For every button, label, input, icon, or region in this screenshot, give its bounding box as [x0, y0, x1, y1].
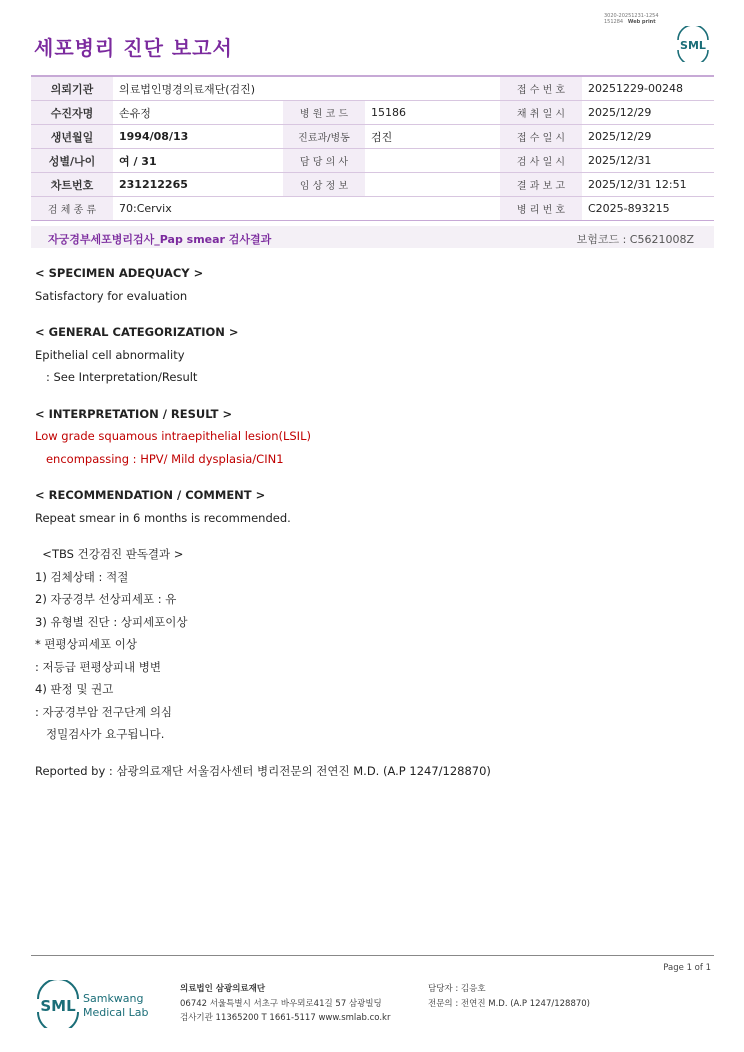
report-title: 세포병리 진단 보고서: [34, 36, 233, 60]
value-clinical-info: [365, 173, 500, 197]
recommendation-heading: < RECOMMENDATION / COMMENT >: [35, 488, 266, 502]
svg-text:SML: SML: [680, 39, 706, 52]
tbs-line: : 자궁경부암 전구단계 의심: [35, 704, 173, 719]
label-report-date: 결 과 보 고: [500, 173, 582, 197]
info-row: [31, 101, 714, 125]
tbs-line: 2) 자궁경부 선상피세포 : 유: [35, 592, 177, 606]
tbs-line: : 저등급 편평상피내 병변: [35, 659, 161, 674]
tbs-line: 3) 유형별 진단 : 상피세포이상: [35, 614, 188, 629]
svg-text:Medical Lab: Medical Lab: [83, 1006, 149, 1019]
value-test-date: 2025/12/31: [582, 149, 714, 173]
label-hospital-code: 병 원 코 드: [283, 101, 365, 125]
value-receipt-no: 20251229-00248: [582, 76, 714, 101]
sml-logo-icon: [675, 26, 711, 62]
footer-divider: [31, 955, 714, 956]
tbs-line: <TBS 건강검진 판독결과 >: [35, 547, 184, 561]
footer-specialist: 전문의 : 전연진 M.D. (A.P 1247/128870): [428, 998, 590, 1009]
samkwang-logo-icon: [35, 980, 155, 1028]
label-receipt-date: 접 수 일 시: [500, 125, 582, 149]
value-collection-date: 2025/12/29: [582, 101, 714, 125]
label-test-date: 검 사 일 시: [500, 149, 582, 173]
label-birthdate: 생년월일: [31, 125, 113, 149]
value-department: 검진: [365, 125, 500, 149]
value-physician: [365, 149, 500, 173]
label-patient-name: 수진자명: [31, 101, 113, 125]
general-categorization-text: Epithelial cell abnormality: [35, 347, 185, 362]
page-number: Page 1 of 1: [663, 963, 711, 973]
info-row: [31, 173, 714, 197]
label-specimen-type: 검 체 종 류: [31, 197, 113, 221]
label-chart-no: 차트번호: [31, 173, 113, 197]
recommendation-text: Repeat smear in 6 months is recommended.: [35, 510, 291, 525]
tbs-line: 4) 판정 및 권고: [35, 682, 114, 696]
value-chart-no: 231212265: [113, 173, 283, 197]
info-row: [31, 76, 714, 101]
info-row: [31, 125, 714, 149]
svg-text:Samkwang: Samkwang: [83, 992, 144, 1005]
footer-staff: [428, 982, 590, 1011]
footer-address: 06742 서울특별시 서초구 바우뫼로41길 57 삼광빌딩: [180, 998, 382, 1009]
print-id-line2: 151284: [604, 19, 624, 25]
tbs-line: 정밀검사가 요구됩니다.: [35, 727, 165, 741]
footer-organization: [180, 982, 390, 1026]
value-birthdate: 1994/08/13: [113, 125, 283, 149]
tbs-line: * 편평상피세포 이상: [35, 637, 137, 651]
interpretation-heading: < INTERPRETATION / RESULT >: [35, 406, 233, 421]
footer-contact: 검사기관 11365200 T 1661-5117 www.smlab.co.kr: [180, 1013, 391, 1023]
label-clinical-info: 임 상 정 보: [283, 173, 365, 197]
tbs-line: 1) 검체상태 : 적절: [35, 569, 129, 584]
value-sex-age: 여 / 31: [113, 149, 283, 173]
value-report-date: 2025/12/31 12:51: [582, 173, 714, 197]
footer-manager: 담당자 : 김응호: [428, 984, 486, 994]
web-print-label: Web print: [627, 19, 656, 25]
label-requester: 의뢰기관: [31, 76, 113, 101]
svg-text:SML: SML: [40, 997, 76, 1015]
info-row: [31, 197, 714, 221]
specimen-adequacy-heading: < SPECIMEN ADEQUACY >: [35, 266, 204, 280]
general-categorization-heading: < GENERAL CATEGORIZATION >: [35, 325, 239, 339]
footer-org-name: 의료법인 삼광의료재단: [180, 984, 266, 994]
patient-info-table: [31, 75, 714, 221]
specimen-adequacy-text: Satisfactory for evaluation: [35, 288, 188, 303]
label-collection-date: 채 취 일 시: [500, 101, 582, 125]
label-receipt-no: 접 수 번 호: [500, 76, 582, 101]
general-categorization-note: : See Interpretation/Result: [35, 370, 198, 384]
info-row: [31, 149, 714, 173]
value-pathology-no: C2025-893215: [582, 197, 714, 221]
value-hospital-code: 15186: [365, 101, 500, 125]
print-id-line1: 3020-20251231-1254: [604, 13, 659, 19]
interpretation-result: Low grade squamous intraepithelial lesion(LSIL): [35, 429, 311, 443]
report-body: [35, 262, 715, 782]
label-department: 진료과/병동: [283, 125, 365, 149]
value-receipt-date: 2025/12/29: [582, 125, 714, 149]
insurance-code: 보험코드 : C5621008Z: [576, 233, 694, 246]
value-patient-name: 손유정: [113, 101, 283, 125]
reported-by: Reported by : 삼광의료재단 서울검사센터 병리전문의 전연진 M.D. (A.P 1247/128870): [35, 763, 491, 778]
label-sex-age: 성별/나이: [31, 149, 113, 173]
interpretation-detail: encompassing : HPV/ Mild dysplasia/CIN1: [35, 451, 284, 466]
value-requester: 의료법인명경의료재단(검진): [113, 76, 500, 101]
label-pathology-no: 병 리 번 호: [500, 197, 582, 221]
exam-title: 자궁경부세포병리검사_Pap smear 검사결과: [48, 233, 272, 246]
value-specimen-type: 70:Cervix: [113, 197, 500, 221]
print-id: [604, 13, 659, 25]
label-physician: 담 당 의 사: [283, 149, 365, 173]
